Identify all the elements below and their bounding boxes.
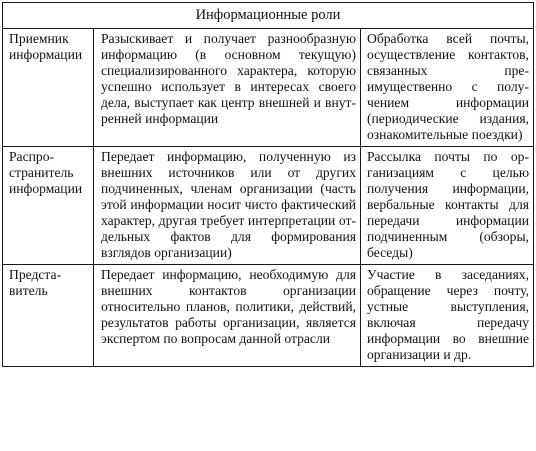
- role-description: Разыскивает и получает разнообразную информацию (в основном текущую) специализированного характера, которую успешно использует в интересах своего дела, выступает как центр внешней и внутренней информации: [94, 29, 361, 147]
- role-description: Передает информацию, полученную из внешних источников или от других подчиненных, членам организации (часть этой информации носит чисто фактический характер, другая требует интерпретации отдельных фактов для формирования взглядов организации): [94, 147, 361, 265]
- role-name: Распространитель информации: [3, 147, 94, 265]
- role-activities: Обработка всей почты, осуществление контактов, связанных преимущественно с получением информации (периодические издания, ознакомительные поездки): [361, 29, 534, 147]
- table-row: [3, 265, 534, 367]
- table-title: Информационные роли: [3, 3, 534, 29]
- table-header-row: [3, 3, 534, 29]
- role-name: Представитель: [3, 265, 94, 367]
- role-activities: Участие в заседаниях, обращение через почту, устные выступления, включая передачу информации во внешние организации и др.: [361, 265, 534, 367]
- information-roles-table: [2, 2, 534, 367]
- role-description: Передает информацию, необходимую для внешних контактов организации относительно планов, политики, действий, результатов работы организации, является экспертом по вопросам данной отрасли: [94, 265, 361, 367]
- role-activities: Рассылка почты по организациям с целью получения информации, вербальные контакты для передачи информации подчиненным (обзоры, беседы): [361, 147, 534, 265]
- table-row: [3, 29, 534, 147]
- role-name: Приемник информации: [3, 29, 94, 147]
- table-row: [3, 147, 534, 265]
